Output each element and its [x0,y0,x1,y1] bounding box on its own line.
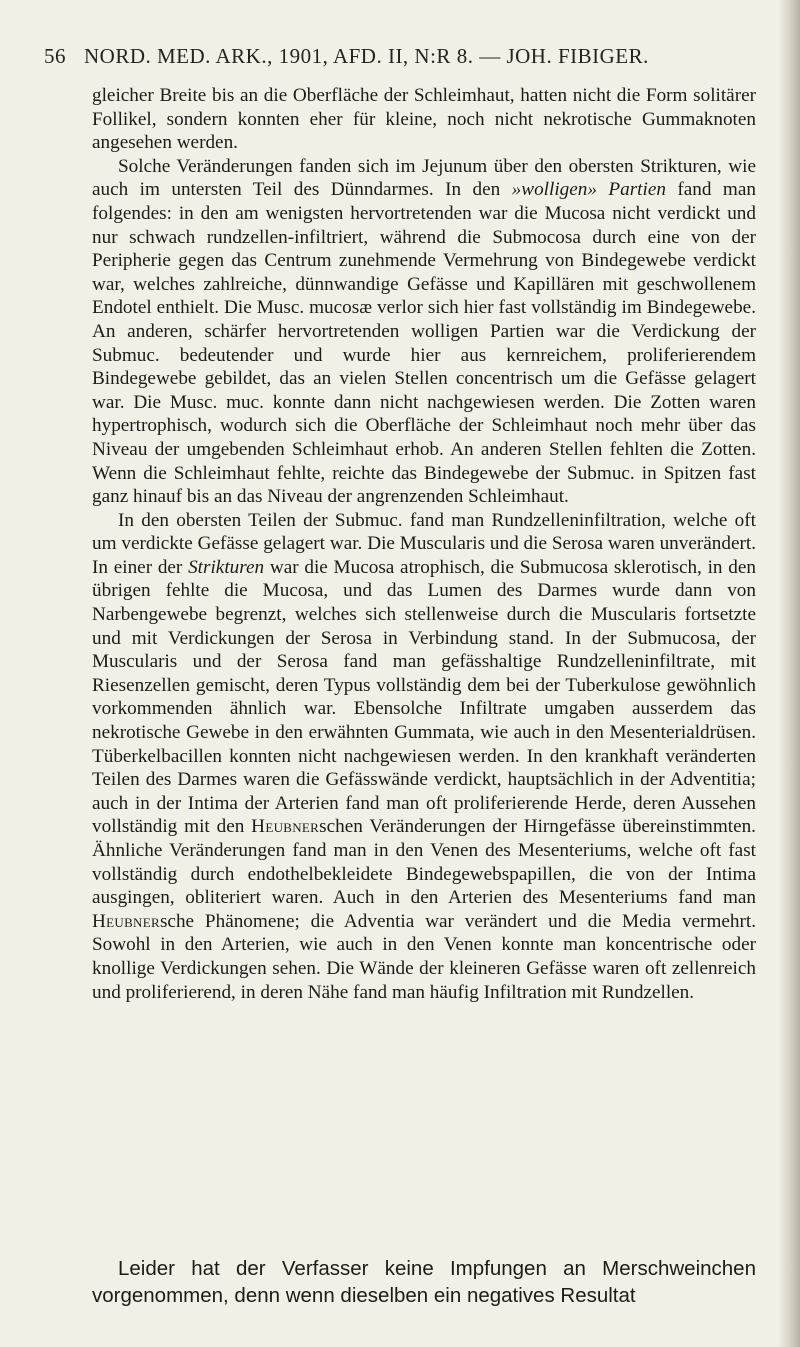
paragraph-3-text-c: schen Veränderungen der Hirngefässe übereinstimmten. Ähnliche Veränderungen fand man in den Venen des Mesenteriums, welche oft fast vollständig durch endothelbekleidete Bindegewebspapillen, die von der Intima ausgingen, obliteriert waren. Auch in den Arterien des Mesenteriums fand man [92,816,756,909]
running-header [44,44,744,69]
paragraph-3-author-name-2: Heubner [92,910,160,932]
paragraph-3-text-d: sche Phänomene; die Adventia war verändert und die Media vermehrt. Sowohl in den Arterien, wie auch in den Venen konnte man koncentrische oder knollige Verdickungen sehen. Die Wände der kleineren Gefässe waren oft zellenreich und proliferierend, in deren Nähe fand man häufig Infiltration mit Rundzellen. [92,910,756,1003]
paragraph-3-emphasis: Strikturen [188,556,265,578]
page-number: 56 [44,44,66,68]
paragraph-2-text-a: Solche Veränderungen fanden sich im Jejunum über den obersten Strikturen, wie auch im untersten Teil des Dünndarmes. In den [92,155,756,201]
paragraph-2-text-b: fand man folgendes: in den am wenigsten hervortretenden war die Mucosa nicht verdickt und nur schwach rundzellen-infiltriert, während die Submocosa durch eine von der Peripherie gegen das Centrum zunehmende Vermehrung von Bindegewebe verdickt war, welches zahlreiche, dünnwandige Gefässe und Kapillären mit geschwollenem Endotel enthielt. Die Musc. mucosæ verlor sich hier fast vollständig im Bindegewebe. An anderen, schärfer hervortretenden wolligen Partien war die Verdickung der Submuc. bedeutender und wurde hier aus kernreichem, proliferierendem Bindegewebe gebildet, das an vielen Stellen concentrisch um die Gefässe gelagert war. Die Musc. muc. konnte dann nicht nachgewiesen werden. Die Zotten waren hypertrophisch, wodurch sich die Oberfläche der Schleimhaut noch mehr über das Niveau der umgebenden Schleimhaut erhob. An anderen Stellen fehlten die Zotten. Wenn die Schleimhaut fehlte, reichte das Bindegewebe der Submuc. in Spitzen fast ganz hinauf bis an das Niveau der angrenzenden Schleimhaut. [92,179,756,508]
running-title: NORD. MED. ARK., 1901, AFD. II, N:R 8. — JOH. FIBIGER. [84,44,649,68]
paragraph-3-author-name-1: Heubner [251,816,320,838]
page-edge-shadow [778,0,800,1347]
paragraph-4: Leider hat der Verfasser keine Impfungen an Merschweinchen vorgenommen, denn wenn dieselben ein negatives Resultat [92,1257,756,1307]
paragraph-2 [92,155,756,509]
paragraph-3 [92,509,756,1004]
closing-paragraph-block [92,1255,756,1309]
paragraph-3-text-b: war die Mucosa atrophisch, die Submucosa sklerotisch, in den übrigen fehlte die Mucosa, und das Lumen des Darmes wurde dann von Narbengewebe begrenzt, welches sich stellenweise durch die Muscularis fortsetzte und mit Verdickungen der Serosa in Verbindung stand. In der Submucosa, der Muscularis und der Serosa fand man gefässhaltige Rundzelleninfiltrate, mit Riesenzellen gemischt, deren Typus vollständig dem bei der Tuberkulose gewöhnlich vorkommenden ähnlich war. Ebensolche Infiltrate umgaben ausserdem das nekrotische Gewebe in den erwähnten Gummata, wie auch in den Mesenterialdrüsen. Tüberkelbacillen konnten nicht nachgewiesen werden. In den krankhaft veränderten Teilen des Darmes waren die Gefässwände verdickt, hauptsächlich in der Adventitia; auch in der Intima der Arterien fand man oft proliferierende Herde, deren Aussehen vollständig mit den [92,556,756,838]
paragraph-3-text-a: In den obersten Teilen der Submuc. fand man Rundzelleninfiltration, welche oft um verdickte Gefässe gelagert war. Die Muscularis und die Serosa waren unverändert. In einer der [92,509,756,578]
paragraph-2-emphasis: »wolligen» Partien [511,179,666,201]
paragraph-1: gleicher Breite bis an die Oberfläche der Schleimhaut, hatten nicht die Form solitärer Follikel, sondern konnten eher für kleine, noch nicht nekrotische Gummaknoten angesehen werden. [92,85,756,154]
article-body [92,84,756,1004]
